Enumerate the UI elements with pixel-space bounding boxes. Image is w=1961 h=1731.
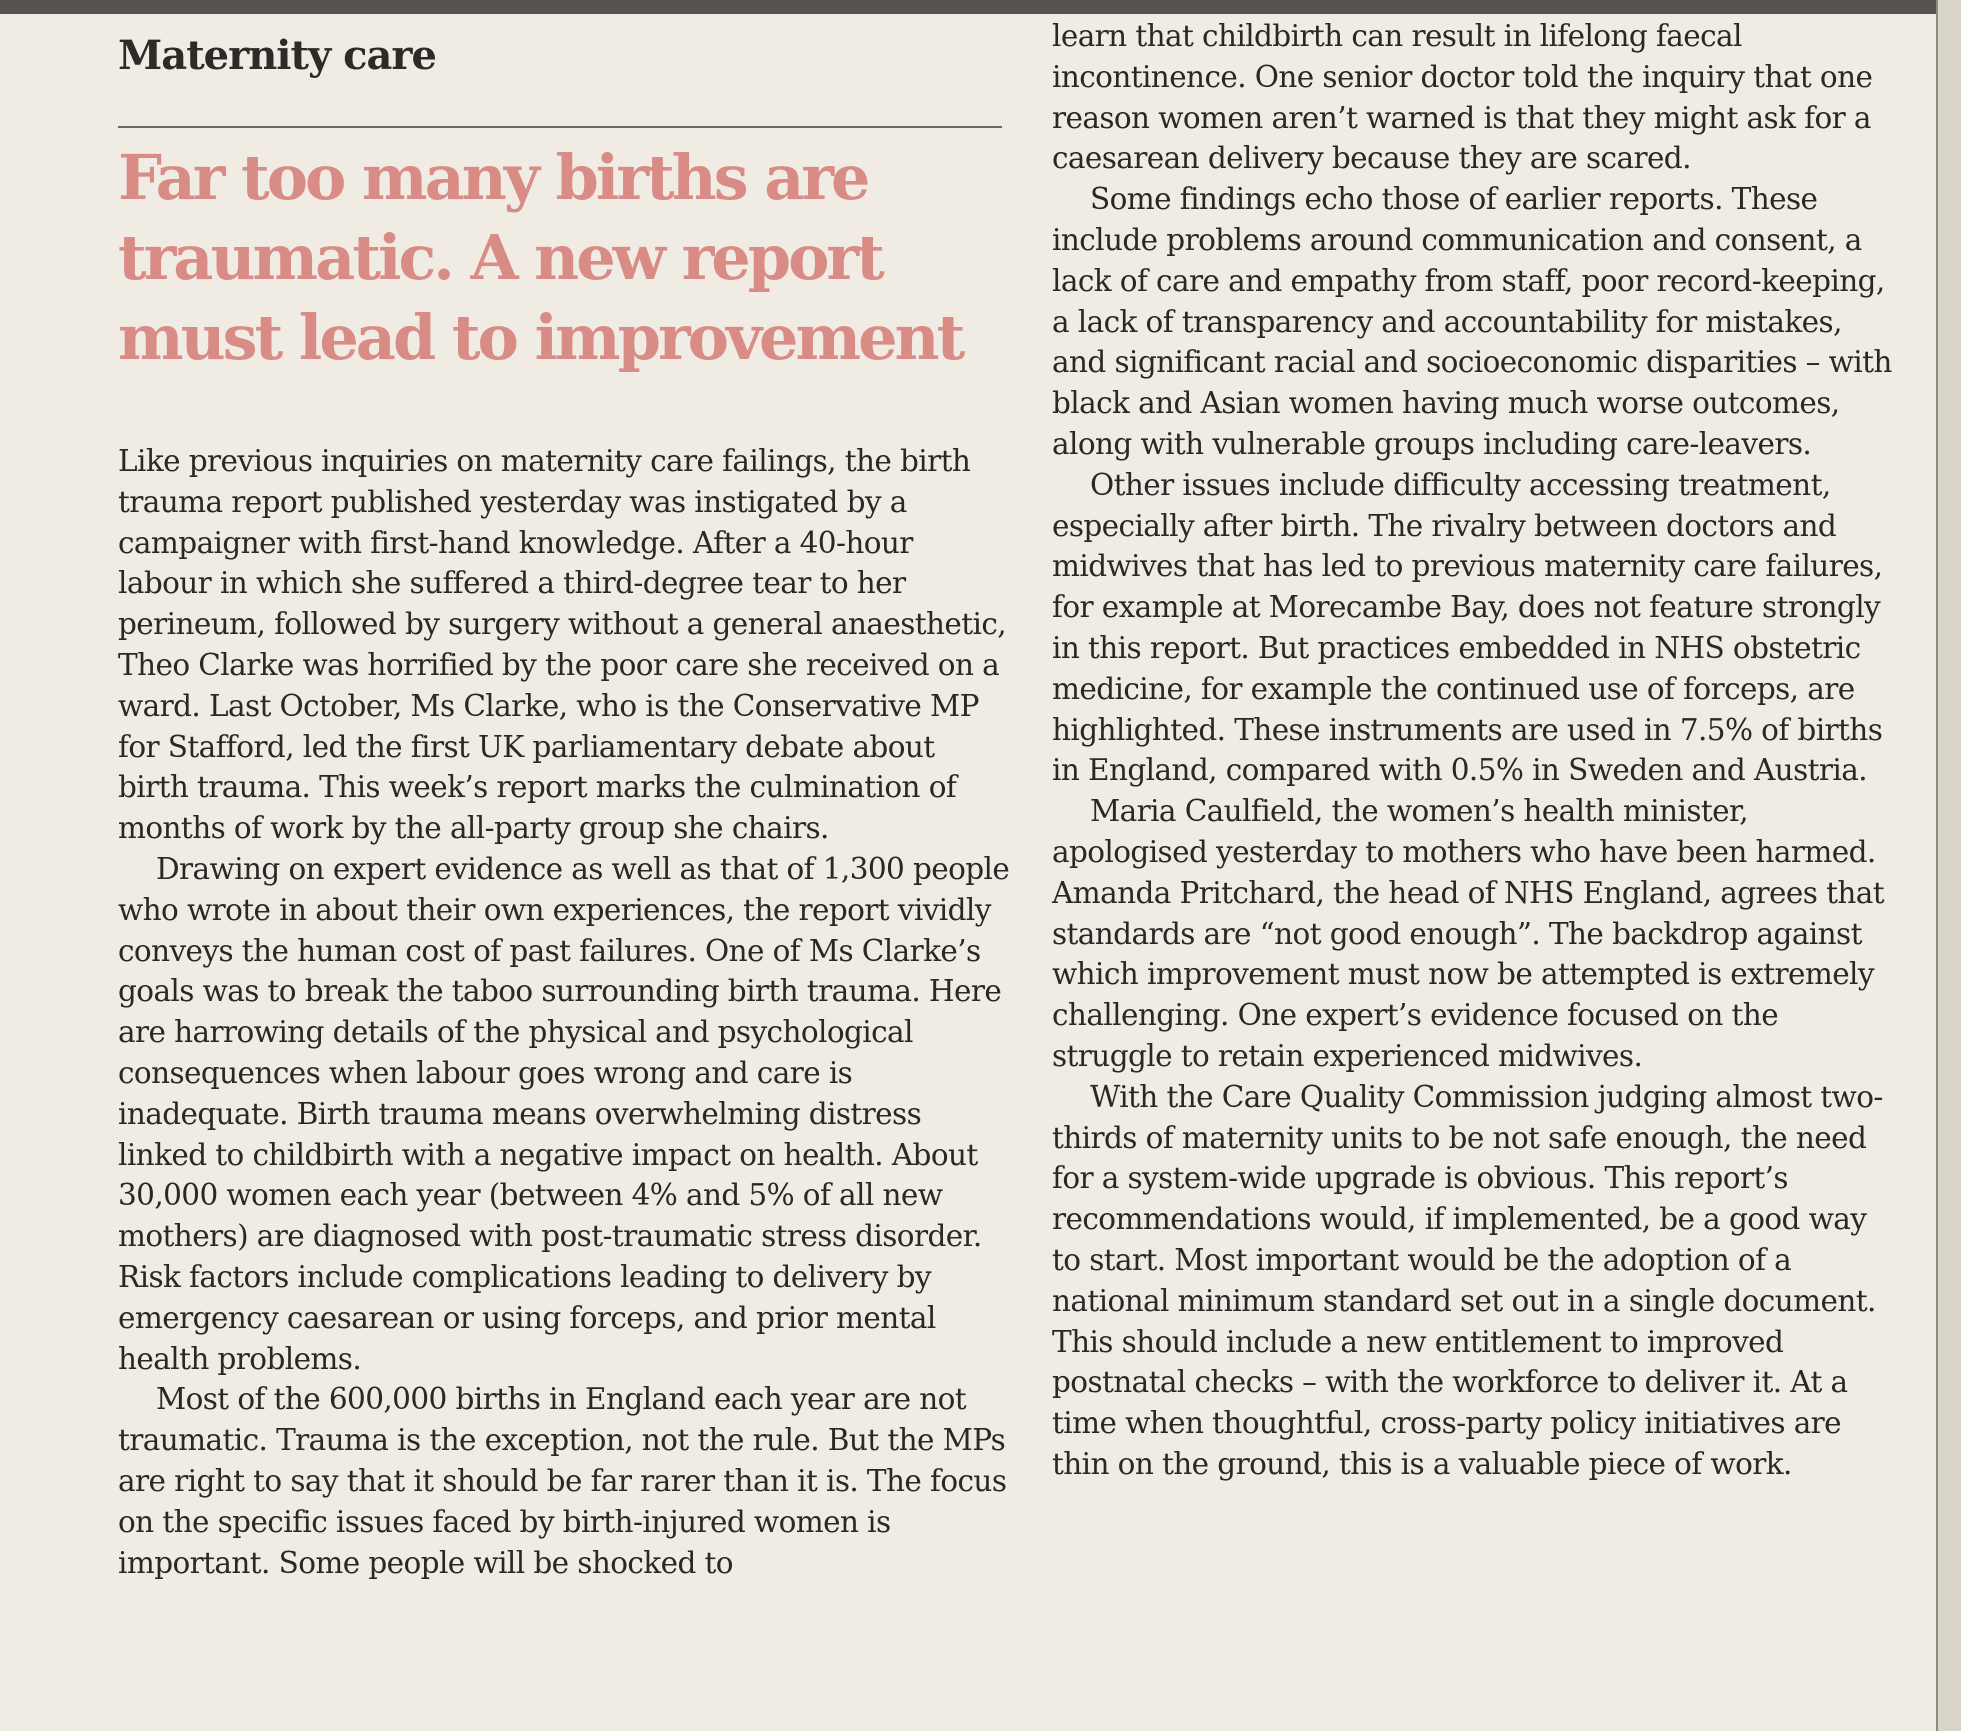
left-column — [118, 24, 1013, 1583]
adjacent-page-edge — [1938, 0, 1961, 1731]
body-paragraph-3: Most of the 600,000 births in England each year are not traumatic. Trauma is the exception, not the rule. But the MPs are right to say that it should be far rarer than it is. The focus on the specific issues faced by birth-injured women is important. Some people will be shocked to — [118, 1382, 1007, 1580]
body-paragraph-4: learn that childbirth can result in lifelong faecal incontinence. One senior doctor told the inquiry that one reason women aren’t warned is that they might ask for a caesarean delivery because they are scared. — [1052, 19, 1873, 176]
body-paragraph-1: Like previous inquiries on maternity care failings, the birth trauma report published yesterday was instigated by a campaigner with first-hand knowledge. After a 40-hour labour in which she suffered a third-degree tear to her perineum, followed by surgery without a general anaesthetic, Theo Clarke was horrified by the poor care she received on a ward. Last October, Ms Clarke, who is the Conservative MP for Stafford, led the first UK parliamentary debate about birth trauma. This week’s report marks the culmination of months of work by the all-party group she chairs. — [118, 444, 1007, 846]
body-paragraph-8: With the Care Quality Commission judging almost two-thirds of maternity units to be not safe enough, the need for a system-wide upgrade is obvious. This report’s recommendations would, if implemented, be a good way to start. Most important would be the adoption of a national minimum standard set out in a single document. This should include a new entitlement to improved postnatal checks – with the workforce to deliver it. At a time when thoughtful, cross-party policy initiatives are thin on the ground, this is a valuable piece of work. — [1052, 1079, 1883, 1481]
headline: Far too many births are traumatic. A new report must lead to improvement — [118, 141, 963, 374]
section-divider — [118, 126, 1002, 128]
body-paragraph-5: Some findings echo those of earlier reports. These include problems around communication and consent, a lack of care and empathy from staff, poor record-keeping, a lack of transparency and accountability for mistakes, and significant racial and socioeconomic disparities – with black and Asian women having much worse outcomes, along with vulnerable groups including care-leavers. — [1052, 182, 1892, 461]
section-label: Maternity care — [118, 32, 436, 79]
body-paragraph-6: Other issues include difficulty accessing treatment, especially after birth. The rivalry between doctors and midwives that has led to previous maternity care failures, for example at Morecambe Bay, does not feature strongly in this report. But practices embedded in NHS obstetric medicine, for example the continued use of forceps, are highlighted. These instruments are used in 7.5% of births in England, compared with 0.5% in Sweden and Austria. — [1052, 467, 1883, 788]
top-rule — [0, 0, 1961, 14]
body-paragraph-7: Maria Caulfield, the women’s health minister, apologised yesterday to mothers who have been harmed. Amanda Pritchard, the head of NHS England, agrees that standards are “not good enough”. The backdrop against which improvement must now be attempted is extremely challenging. One expert’s evidence focused on the struggle to retain experienced midwives. — [1052, 794, 1884, 1073]
body-paragraph-2: Drawing on expert evidence as well as that of 1,300 people who wrote in about their own experiences, the report vividly conveys the human cost of past failures. One of Ms Clarke’s goals was to break the taboo surrounding birth trauma. Here are harrowing details of the physical and psychological consequences when labour goes wrong and care is inadequate. Birth trauma means overwhelming distress linked to childbirth with a negative impact on health. About 30,000 women each year (between 4% and 5% of all new mothers) are diagnosed with post-traumatic stress disorder. Risk factors include complications leading to delivery by emergency caesarean or using forceps, and prior mental health problems. — [118, 851, 1010, 1376]
page-fold-line — [1936, 0, 1938, 1731]
right-column — [1052, 16, 1902, 1485]
